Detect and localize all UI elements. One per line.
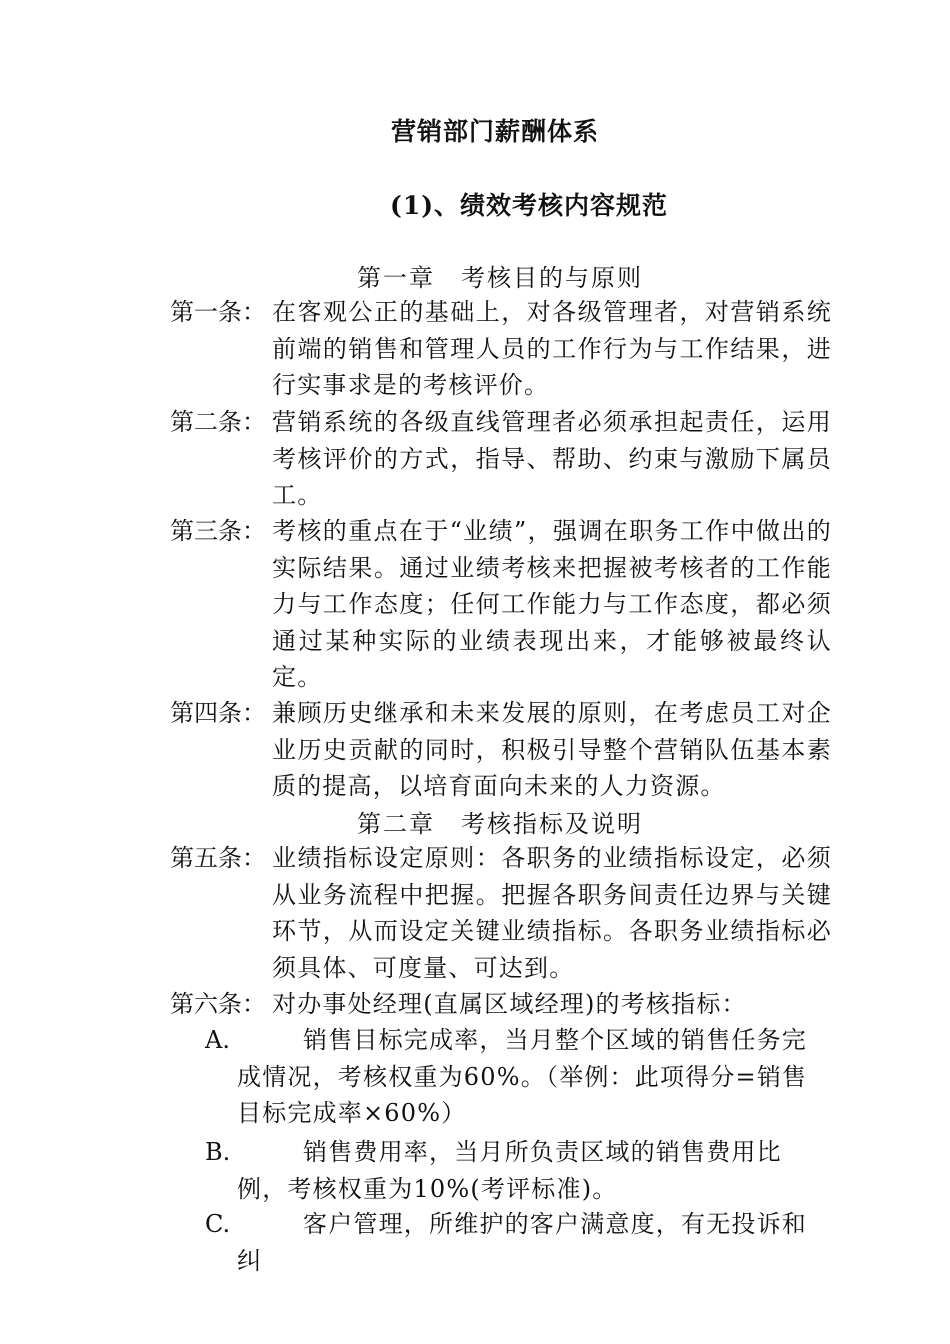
item-text: 销售目标完成率，当月整个区域的销售任务完成情况，考核权重为60%。（举例：此项得分=销售目标完成率×60%） <box>237 1026 808 1127</box>
document-subtitle: (1)、绩效考核内容规范 <box>390 191 669 220</box>
article-label: 第五条： <box>170 844 266 872</box>
article-3 <box>170 513 850 696</box>
article-text: 营销系统的各级直线管理者必须承担起责任，运用考核评价的方式，指导、帮助、约束与激励下属员工。 <box>272 408 832 509</box>
article-label: 第一条： <box>170 298 266 326</box>
article-text: 兼顾历史继承和未来发展的原则，在考虑员工对企业历史贡献的同时，积极引导整个营销队伍基本素质的提高，以培育面向未来的人力资源。 <box>272 699 832 800</box>
document-title: 营销部门薪酬体系 <box>390 117 599 146</box>
article-text: 业绩指标设定原则：各职务的业绩指标设定，必须从业务流程中把握。把握各职务间责任边界与关键环节，从而设定关键业绩指标。各职务业绩指标必须具体、可度量、可达到。 <box>272 844 832 982</box>
article-text: 考核的重点在于“业绩”，强调在职务工作中做出的实际结果。通过业绩考核来把握被考核者的工作能力与工作态度；任何工作能力与工作态度，都必须通过某种实际的业绩表现出来，才能够被最终认定。 <box>272 517 832 691</box>
chapter-heading-2: 第二章 考核指标及说明 <box>357 810 643 838</box>
article-6 <box>170 986 850 1023</box>
article-text: 对办事处经理(直属区域经理)的考核指标： <box>272 990 747 1018</box>
item-text: 销售费用率，当月所负责区域的销售费用比例，考核权重为10%(考评标准)。 <box>237 1138 782 1203</box>
chapter-heading-1: 第一章 考核目的与原则 <box>357 264 643 292</box>
article-1 <box>170 294 850 404</box>
item-marker: C. <box>205 1210 231 1238</box>
indicator-item-c <box>205 1206 835 1279</box>
item-text: 客户管理，所维护的客户满意度，有无投诉和纠 <box>237 1210 807 1275</box>
article-label: 第四条： <box>170 699 266 727</box>
indicator-item-b <box>205 1134 835 1207</box>
item-marker: B. <box>205 1138 231 1166</box>
article-4 <box>170 695 850 805</box>
indicator-item-a <box>205 1022 835 1132</box>
item-marker: A. <box>205 1026 230 1054</box>
article-label: 第二条： <box>170 408 266 436</box>
article-text: 在客观公正的基础上，对各级管理者，对营销系统前端的销售和管理人员的工作行为与工作结果，进行实事求是的考核评价。 <box>272 298 832 399</box>
article-label: 第六条： <box>170 990 266 1018</box>
article-2 <box>170 404 850 514</box>
article-5 <box>170 840 850 986</box>
article-label: 第三条： <box>170 517 266 545</box>
